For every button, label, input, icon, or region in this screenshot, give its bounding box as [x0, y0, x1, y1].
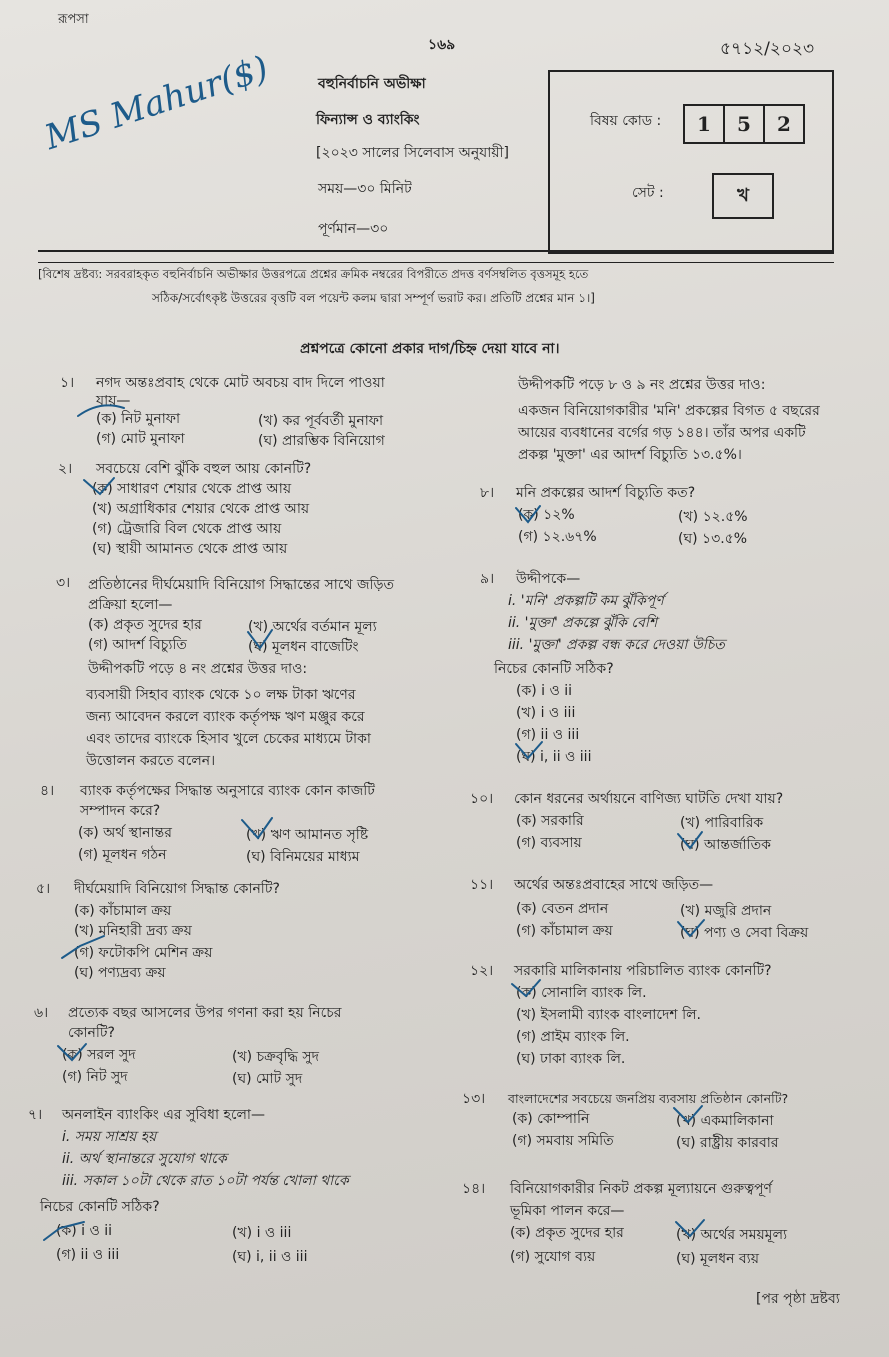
q9-number: ৯। [480, 571, 495, 587]
stem-line-3: এবং তাদের ব্যাংকে হিসাব খুলে চেকের মাধ্যমে টাকা [86, 731, 371, 747]
q7-option-a: (ক) i ও ii [56, 1223, 113, 1239]
q14-option-d: (ঘ) মূলধন ব্যয় [676, 1251, 759, 1267]
q3-number: ৩। [56, 575, 71, 591]
q7-number: ৭। [28, 1107, 43, 1123]
q11-option-a: (ক) বেতন প্রদান [516, 901, 609, 917]
q7-option-d: (ঘ) i, ii ও iii [232, 1249, 308, 1265]
tick-q9 [516, 742, 542, 758]
q4-text: ব্যাংক কর্তৃপক্ষের সিদ্ধান্ত অনুসারে ব্যাংক কোন কাজটি [80, 783, 375, 799]
q12-text: সরকারি মালিকানায় পরিচালিত ব্যাংক কোনটি? [514, 963, 772, 979]
stem2-line-3: প্রকল্প 'মুক্তা' এর আদর্শ বিচ্যুতি ১৩.৫%। [518, 447, 742, 463]
q12-option-a: (ক) সোনালি ব্যাংক লি. [516, 985, 647, 1001]
q4-text-cont: সম্পাদন করে? [80, 803, 161, 819]
q9-statement-iii: iii. 'মুক্তা' প্রকল্প বন্ধ করে দেওয়া উচিত [508, 637, 725, 653]
q7-statement-i: i. সময় সাশ্রয় হয় [62, 1129, 157, 1145]
q1-option-d: (ঘ) প্রারম্ভিক বিনিয়োগ [258, 433, 385, 449]
q14-text-cont: ভূমিকা পালন করে— [510, 1203, 625, 1219]
instruction-line-2: সঠিক/সর্বোৎকৃষ্ট উত্তরের বৃত্তটি বল পয়েন্ট কলম দ্বারা সম্পূর্ণ ভরাট কর। প্রতিটি প্রশ্নের মান ১।] [152, 291, 595, 305]
q1-option-c: (গ) মোট মুনাফা [96, 431, 185, 447]
q4-option-d: (ঘ) বিনিময়ের মাধ্যম [246, 849, 360, 865]
tick-q7 [44, 1222, 84, 1240]
q10-option-d: (ঘ) আন্তর্জাতিক [680, 837, 771, 853]
q2-option-a: (ক) সাধারণ শেয়ার থেকে প্রাপ্ত আয় [92, 481, 292, 497]
page-number: ১৬৯ [428, 37, 456, 53]
q4-number: ৪। [40, 783, 55, 799]
q2-number: ২। [58, 461, 73, 477]
q6-text: প্রত্যেক বছর আসলের উপর গণনা করা হয় নিচের [68, 1005, 342, 1021]
q13-number: ১৩। [462, 1091, 486, 1107]
q7-option-c: (গ) ii ও iii [56, 1247, 120, 1263]
q1-text: নগদ অন্তঃপ্রবাহ থেকে মোট অবচয় বাদ দিলে পাওয়া [96, 375, 385, 391]
q12-option-c: (গ) প্রাইম ব্যাংক লি. [516, 1029, 630, 1045]
stem-title-q8-9: উদ্দীপকটি পড়ে ৮ ও ৯ নং প্রশ্নের উত্তর দাও: [518, 377, 766, 393]
q6-option-c: (গ) নিট সুদ [62, 1069, 128, 1085]
q9-option-a: (ক) i ও ii [516, 683, 573, 699]
q13-option-c: (গ) সমবায় সমিতি [512, 1133, 614, 1149]
stem2-line-1: একজন বিনিয়োগকারীর 'মনি' প্রকল্পের বিগত ৫ বছরের [518, 403, 820, 419]
q12-number: ১২। [470, 963, 494, 979]
q9-statement-ii: ii. 'মুক্তা' প্রকল্পে ঝুঁকি বেশি [508, 615, 658, 631]
tick-q12 [512, 980, 540, 996]
q8-option-b: (খ) ১২.৫% [678, 509, 748, 525]
q6-number: ৬। [34, 1005, 49, 1021]
q5-text: দীর্ঘমেয়াদি বিনিয়োগ সিদ্ধান্ত কোনটি? [74, 881, 280, 897]
q5-option-a: (ক) কাঁচামাল ক্রয় [74, 903, 172, 919]
q8-number: ৮। [480, 485, 495, 501]
q7-option-b: (খ) i ও iii [232, 1225, 292, 1241]
tick-q1 [78, 405, 124, 416]
q2-text: সবচেয়ে বেশি ঝুঁকি বহুল আয় কোনটি? [96, 461, 312, 477]
tick-q5 [62, 936, 104, 958]
tick-q3 [248, 630, 272, 648]
q5-option-d: (ঘ) পণ্যদ্রব্য ক্রয় [74, 965, 166, 981]
q5-option-b: (খ) মনিহারী দ্রব্য ক্রয় [74, 923, 192, 939]
q6-option-d: (ঘ) মোট সুদ [232, 1071, 303, 1087]
tick-q4 [242, 818, 272, 838]
tick-q10 [678, 832, 702, 848]
subject-code-label: বিষয় কোড : [590, 113, 662, 129]
q2-option-c: (গ) ট্রেজারি বিল থেকে প্রাপ্ত আয় [92, 521, 282, 537]
q2-option-d: (ঘ) স্থায়ী আমানত থেকে প্রাপ্ত আয় [92, 541, 288, 557]
q12-option-b: (খ) ইসলামী ব্যাংক বাংলাদেশ লি. [516, 1007, 701, 1023]
q13-option-b: (খ) একমালিকানা [676, 1113, 774, 1129]
q8-option-c: (গ) ১২.৬৭% [518, 529, 597, 545]
tick-q2 [84, 478, 114, 494]
q1-option-a: (ক) নিট মুনাফা [96, 411, 181, 427]
q9-option-d: (ঘ) i, ii ও iii [516, 749, 592, 765]
q10-option-b: (খ) পারিবারিক [680, 815, 764, 831]
stem-line-1: ব্যবসায়ী সিহাব ব্যাংক থেকে ১০ লক্ষ টাকা ঋণের [86, 687, 356, 703]
q3-option-d: (ঘ) মূলধন বাজেটিং [248, 639, 359, 655]
q14-option-b: (খ) অর্থের সময়মূল্য [676, 1227, 788, 1243]
q13-option-a: (ক) কোম্পানি [512, 1111, 590, 1127]
tick-q8 [516, 506, 540, 522]
q14-option-c: (গ) সুযোগ ব্যয় [510, 1249, 596, 1265]
q13-option-d: (ঘ) রাষ্ট্রীয় কারবার [676, 1135, 779, 1151]
q10-number: ১০। [470, 791, 494, 807]
q7-statement-ii: ii. অর্থ স্থানান্তরে সুযোগ থাকে [62, 1151, 227, 1167]
q9-text: উদ্দীপকে— [516, 571, 581, 587]
tick-q6 [58, 1044, 86, 1060]
q11-option-c: (গ) কাঁচামাল ক্রয় [516, 923, 613, 939]
q7-statement-iii: iii. সকাল ১০টা থেকে রাত ১০টা পর্যন্ত খোলা থাকে [62, 1173, 349, 1189]
q11-text: অর্থের অন্তঃপ্রবাহের সাথে জড়িত— [514, 877, 714, 893]
exam-type: বহুনির্বাচনি অভীক্ষা [318, 76, 426, 92]
q3-option-b: (খ) অর্থের বর্তমান মূল্য [248, 619, 377, 635]
q8-text: মনি প্রকল্পের আদর্শ বিচ্যুতি কত? [516, 485, 696, 501]
q9-statement-i: i. 'মনি' প্রকল্পটি কম ঝুঁকিপূর্ণ [508, 593, 664, 609]
q3-option-c: (গ) আদর্শ বিচ্যুতি [88, 637, 187, 653]
corner-label: রূপসা [58, 12, 89, 27]
stem-title-q4: উদ্দীপকটি পড়ে ৪ নং প্রশ্নের উত্তর দাও: [88, 661, 308, 677]
q10-option-c: (গ) ব্যবসায় [516, 835, 582, 851]
q4-option-b: (খ) ঋণ আমানত সৃষ্টি [246, 827, 369, 843]
tick-q13 [674, 1106, 702, 1122]
q3-text-cont: প্রক্রিয়া হলো— [88, 597, 173, 613]
q4-option-a: (ক) অর্থ স্থানান্তর [78, 825, 172, 841]
q11-option-b: (খ) মজুরি প্রদান [680, 903, 772, 919]
stem2-line-2: আয়ের ব্যবধানের বর্গের গড় ১৪৪। তাঁর অপর একটি [518, 425, 806, 441]
q3-option-a: (ক) প্রকৃত সুদের হার [88, 617, 202, 633]
stem-line-4: উত্তোলন করতে বলেন। [86, 753, 216, 769]
tick-q14 [676, 1220, 704, 1236]
q4-option-c: (গ) মূলধন গঠন [78, 847, 167, 863]
q14-number: ১৪। [462, 1181, 486, 1197]
syllabus-note: [২০২৩ সালের সিলেবাস অনুযায়ী] [316, 145, 510, 161]
q1-option-b: (খ) কর পূর্ববর্তী মুনাফা [258, 413, 384, 429]
instruction-line-1: [বিশেষ দ্রষ্টব্য: সরবরাহকৃত বহুনির্বাচনি অভীক্ষার উত্তরপত্রে প্রশ্নের ক্রমিক নম্বরের বিপরীতে প্রদত্ত বর্ণসম্বলিত বৃত্তসমূহ হতে [38, 267, 589, 281]
q8-option-d: (ঘ) ১৩.৫% [678, 531, 748, 547]
q12-option-d: (ঘ) ঢাকা ব্যাংক লি. [516, 1051, 626, 1067]
q14-option-a: (ক) প্রকৃত সুদের হার [510, 1225, 624, 1241]
q6-option-b: (খ) চক্রবৃদ্ধি সুদ [232, 1049, 319, 1065]
q7-text: অনলাইন ব্যাংকিং এর সুবিধা হলো— [62, 1107, 265, 1123]
stem-line-2: জন্য আবেদন করলে ব্যাংক কর্তৃপক্ষ ঋণ মঞ্জুর করে [86, 709, 365, 725]
q10-text: কোন ধরনের অর্থায়নে বাণিজ্য ঘাটতি দেখা যায়? [514, 791, 784, 807]
q5-option-c: (গ) ফটোকপি মেশিন ক্রয় [74, 945, 213, 961]
q7-which: নিচের কোনটি সঠিক? [40, 1199, 160, 1215]
q5-number: ৫। [36, 881, 51, 897]
q9-which: নিচের কোনটি সঠিক? [494, 661, 614, 677]
subject-code-digit-2: 5 [723, 104, 765, 144]
q9-option-c: (গ) ii ও iii [516, 727, 580, 743]
q14-text: বিনিয়োগকারীর নিকট প্রকল্প মূল্যায়নে গুরুত্বপূর্ণ [510, 1181, 772, 1197]
next-page-note: [পর পৃষ্ঠা দ্রষ্টব্য [756, 1291, 840, 1307]
q10-option-a: (ক) সরকারি [516, 813, 584, 829]
set-label: সেট : [632, 185, 664, 201]
subject-name: ফিন্যান্স ও ব্যাংকিং [316, 112, 420, 128]
q1-number: ১। [60, 375, 75, 391]
q11-option-d: (ঘ) পণ্য ও সেবা বিক্রয় [680, 925, 809, 941]
q6-option-a: (ক) সরল সুদ [62, 1047, 136, 1063]
set-value: খ [712, 173, 774, 219]
q9-option-b: (খ) i ও iii [516, 705, 576, 721]
subject-code-digit-1: 1 [683, 104, 725, 144]
full-marks: পূর্ণমান—৩০ [318, 221, 389, 237]
tick-q11 [678, 920, 704, 936]
q6-text-cont: কোনটি? [68, 1025, 115, 1041]
q2-option-b: (খ) অগ্রাধিকার শেয়ার থেকে প্রাপ্ত আয় [92, 501, 310, 517]
no-mark-notice: প্রশ্নপত্রে কোনো প্রকার দাগ/চিহ্ন দেয়া যাবে না। [300, 341, 560, 357]
q11-number: ১১। [470, 877, 494, 893]
time-allowed: সময়—৩০ মিনিট [318, 181, 412, 197]
q3-text: প্রতিষ্ঠানের দীর্ঘমেয়াদি বিনিয়োগ সিদ্ধান্তের সাথে জড়িত [88, 577, 395, 593]
q13-text: বাংলাদেশের সবচেয়ে জনপ্রিয় ব্যবসায় প্রতিষ্ঠান কোনটি? [508, 1091, 789, 1106]
handwritten-signature: MS Mahur($) [40, 48, 274, 159]
subject-code-digit-3: 2 [763, 104, 805, 144]
paper-code: ৫৭১২/২০২৩ [720, 39, 815, 59]
q8-option-a: (ক) ১২% [518, 507, 575, 523]
q1-text-cont: যায়— [96, 393, 131, 409]
